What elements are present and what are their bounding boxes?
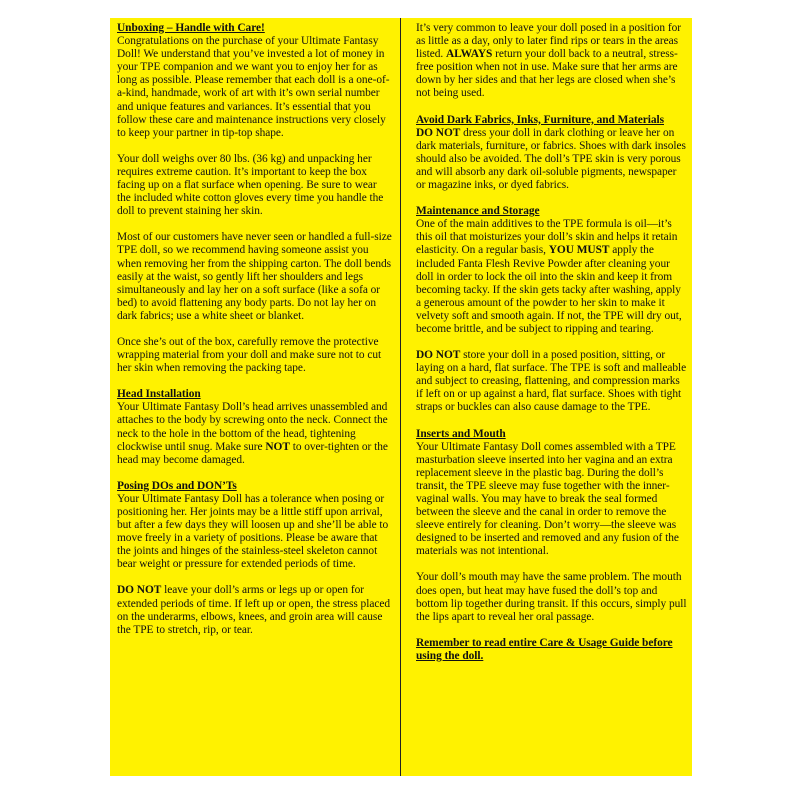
heading-posing: Posing DOs and DON’Ts [117, 479, 237, 492]
unboxing-paragraph-4: Once she’s out of the box, carefully remove the protective wrapping material from your doll and make sure not to cut her skin when removing the packing tape. [117, 335, 382, 375]
heading-maintenance: Maintenance and Storage [416, 205, 540, 218]
section-posing [117, 480, 393, 637]
inserts-paragraph-2: Your doll’s mouth may have the same problem. The mouth does open, but heat may have fused the doll’s top and bottom lip together during transit. If this occurs, simply pull the lips apart to reveal her oral passage. [416, 571, 687, 623]
posing-paragraph-2 [117, 584, 393, 636]
heading-inserts: Inserts and Mouth [416, 427, 506, 440]
heading-dark-fabrics: Avoid Dark Fabrics, Inks, Furniture, and Materials [416, 113, 664, 126]
section-dark-fabrics [416, 114, 688, 193]
maintenance-text-bold: YOU MUST [548, 244, 610, 257]
section-maintenance [416, 205, 688, 414]
unboxing-paragraph-2: Your doll weighs over 80 lbs. (36 kg) and unpacking her requires extreme caution. It’s important to keep the box facing up on a flat surface when opening. Be sure to wear the included white cotton gloves every time you handle the doll to prevent staining her skin. [117, 152, 384, 218]
section-head-installation [117, 388, 393, 467]
dark-text-a: dress your doll in dark clothing or leave her on dark materials, furniture, or fabrics. Shoes with dark insoles should also be avoided. The doll’s TPE skin is very porous and will absorb any dark oil-soluble pigments, newspaper or magazine inks, or dyed fabrics. [416, 126, 686, 192]
posing-paragraph-1: Your Ultimate Fantasy Doll has a tolerance when posing or positioning her. Her joints may be a little stiff upon arrival, but after a few days they will loosen up and she’ll be able to move freely in a variety of positions. Please be aware that the joints and hinges of the stainless-steel skeleton cannot bear weight or pressure for extended periods of time. [117, 492, 389, 571]
posing-cont-text-bold: ALWAYS [445, 48, 493, 61]
unboxing-paragraph-1: Congratulations on the purchase of your Ultimate Fantasy Doll! We understand that you’ve invested a lot of money in your TPE companion and we want you to enjoy her for as long as possible. Please remember that each doll is a one-of-a-kind, handmade, work of art with it’s own serial number and unique features and variances. It’s essential that you follow these care and maintenance instructions very closely to keep your partner in tip-top shape. [117, 35, 390, 139]
posing-continued-paragraph [416, 22, 688, 101]
maintenance-paragraph-2 [416, 349, 688, 414]
right-column [416, 22, 688, 663]
head-text-a: Your Ultimate Fantasy Doll’s head arrives unassembled and attaches to the body by screwing onto the neck. Connect the neck to the hole in the bottom of the head, tightening clockwise until snug. Make sure [117, 401, 388, 453]
dark-paragraph [416, 127, 688, 192]
head-text-bold: NOT [265, 440, 290, 453]
maintenance-text-b: apply the included Fanta Flesh Revive Powder after cleaning your doll in order to lock the oil into the skin and keep it from becoming tacky. If the skin gets tacky after washing, apply a generous amount of the powder to her skin to make it velvety soft and smooth again. If not, the TPE will dry out, become brittle, and be subject to ripping and tearing. [416, 244, 682, 335]
maintenance-text-a: One of the main additives to the TPE formula is oil—it’s this oil that moisturizes your doll’s skin and helps it retain elasticity. On a regular basis, [416, 218, 678, 257]
posing-cont-text-a: It’s very common to leave your doll posed in a position for as little as a day, only to later find rips or tears in the areas listed. [416, 22, 681, 61]
storage-text-a: store your doll in a posed position, sitting, or laying on a hard, flat surface. The TPE is soft and malleable and subject to creasing, flattening, and compression marks if left on or up against a hard, flat surface. Shoes with tight straps or buckles can also cause damage to the TPE. [416, 349, 687, 414]
heading-head-installation: Head Installation [117, 388, 201, 401]
heading-unboxing: Unboxing – Handle with Care! [117, 22, 265, 34]
inserts-paragraph-1: Your Ultimate Fantasy Doll comes assembled with a TPE masturbation sleeve inserted into her vagina and an extra replacement sleeve in the plastic bag. During the doll’s transit, the TPE sleeve may fuse together with the inner-vaginal walls. You may have to break the seal formed between the sleeve and the canal in order to remove the sleeve entirely for cleaning. Don’t worry—the sleeve was designed to be inserted and removed and any fusion of the materials was not intentional. [416, 440, 679, 558]
section-inserts [416, 428, 688, 624]
posing-cont-text-b: return your doll back to a neutral, stress-free position when not in use. Make sure that her arms are down by her sides and that her legs are closed when she’s not being used. [416, 48, 678, 100]
head-paragraph [117, 401, 393, 466]
maintenance-paragraph-1 [416, 218, 688, 336]
posing-text-a: leave your doll’s arms or legs up or open for extended periods of time. If left up or open, the stress placed on the underarms, elbows, knees, and groin area will cause the TPE to stretch, rip, or tear. [117, 584, 390, 636]
head-text-b: to over-tighten or the head may become damaged. [117, 440, 388, 466]
unboxing-paragraph-3: Most of our customers have never seen or handled a full-size TPE doll, so we recommend having someone assist you when removing her from the shipping carton. The doll bends easily at the waist, so gently lift her shoulders and legs simultaneously and lay her on a soft surface (like a sofa or bed) to avoid flattening any body parts. Do not lay her on dark fabrics; use a white sheet or blanket. [117, 231, 392, 322]
left-column [117, 22, 393, 650]
section-unboxing [117, 22, 393, 375]
footer-reminder: Remember to read entire Care & Usage Guide before using the doll. [416, 636, 673, 662]
storage-text-bold: DO NOT [416, 349, 461, 362]
column-divider [400, 18, 401, 776]
posing-text-bold: DO NOT [117, 584, 162, 597]
dark-text-bold: DO NOT [416, 126, 461, 139]
